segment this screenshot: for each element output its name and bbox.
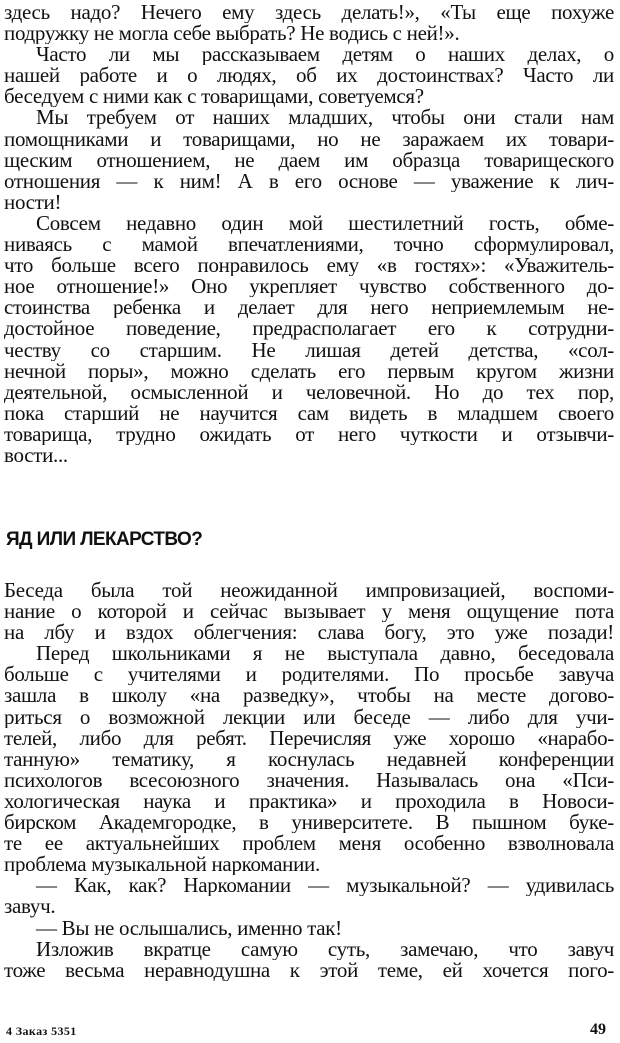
print-order-note: 4 Заказ 5351 [6, 1024, 77, 1038]
paragraph-block-2 [0, 580, 620, 981]
text-line: ниваясь с мамой впечатлениями, точно сформулировал, [4, 234, 614, 256]
text-line: ности! [4, 191, 62, 213]
text-line: проблема музыкальной наркомании. [4, 854, 320, 876]
text-line: достойное поведение, предрасполагает его к сотрудни- [4, 318, 614, 340]
text-line: Совсем недавно один мой шестилетний гость, обме- [36, 212, 614, 235]
text-line: психологов всесоюзного значения. Называлась она «Пси- [4, 769, 614, 791]
text-line: нашей работе и о людях, об их достоинствах? Часто ли [4, 65, 614, 87]
text-line: вости... [4, 444, 68, 467]
text-line: Мы требуем от наших младших, чтобы они стали нам [36, 107, 614, 129]
page-number: 49 [590, 1021, 606, 1038]
text-line: здесь надо? Нечего ему здесь делать!», «Ты еще похуже [4, 2, 614, 24]
text-line: подружку не могла себе выбрать? Не водись с ней!». [4, 23, 460, 45]
text-line: бирском Академгородке, в университете. В пышном буке- [4, 812, 614, 834]
text-line: товарища, трудно ожидать от него чуткости и отзывчи- [4, 423, 614, 445]
text-line: щеским отношением, не даем им образца товарищеского [4, 149, 614, 171]
text-line: зашла в школу «на разведку», чтобы на месте догово- [4, 685, 614, 707]
text-line: помощниками и товарищами, но не заражаем их товари- [4, 128, 614, 150]
text-line: беседуем с ними как с товарищами, советуемся? [4, 86, 424, 108]
text-line: риться о возможной лекции или беседе — либо для учи- [4, 706, 614, 728]
text-line: деятельной, осмысленной и человечной. Но до тех пор, [4, 381, 614, 403]
text-line: на лбу и вздох облегчения: слава богу, это уже позади! [4, 622, 614, 644]
text-line: завуч. [4, 896, 56, 918]
text-line: Перед школьниками я не выступала давно, беседовала [36, 643, 614, 665]
text-line: хологическая наука и практика» и проходила в Новоси- [4, 790, 614, 813]
text-line: что больше всего понравилось ему «в гостях»: «Уважитель- [4, 255, 614, 277]
text-line: нание о которой и сейчас вызывает у меня ощущение пота [4, 601, 614, 623]
text-line: тоже весьма неравнодушна к этой теме, ей хочется пого- [4, 959, 614, 981]
text-line: больше с учителями и родителями. По просьбе завуча [4, 664, 614, 686]
text-line: пока старший не научится сам видеть в младшем своего [4, 402, 614, 424]
text-line: Часто ли мы рассказываем детям о наших делах, о [36, 44, 614, 66]
text-line: честву со старшим. Не лишая детей детства, «сол- [4, 339, 614, 361]
text-line: — Как, как? Наркомании — музыкальной? — удивилась [36, 875, 614, 897]
text-line: — Вы не ослышались, именно так! [36, 917, 342, 939]
text-line: нечной поры», можно сделать его первым кругом жизни [4, 360, 614, 382]
text-line: телей, либо для ребят. Перечисляя уже хорошо «нарабо- [4, 727, 614, 749]
text-line: Изложив вкратце самую суть, замечаю, что завуч [36, 938, 614, 960]
paragraph-block-1 [0, 2, 620, 466]
text-line: стоинства ребенка и делает для него неприемлемым не- [4, 297, 614, 319]
text-line: Беседа была той неожиданной импровизацией, воспоми- [4, 580, 614, 602]
text-line: ное отношение!» Оно укрепляет чувство собственного до- [4, 276, 614, 298]
text-line: отношения — к ним! А в его основе — уважение к лич- [4, 170, 614, 192]
text-line: те ее актуальнейших проблем меня особенно взволновала [4, 833, 614, 855]
text-line: танную» тематику, я коснулась недавней конференции [4, 748, 614, 770]
section-heading: ЯД ИЛИ ЛЕКАРСТВО? [6, 529, 203, 550]
